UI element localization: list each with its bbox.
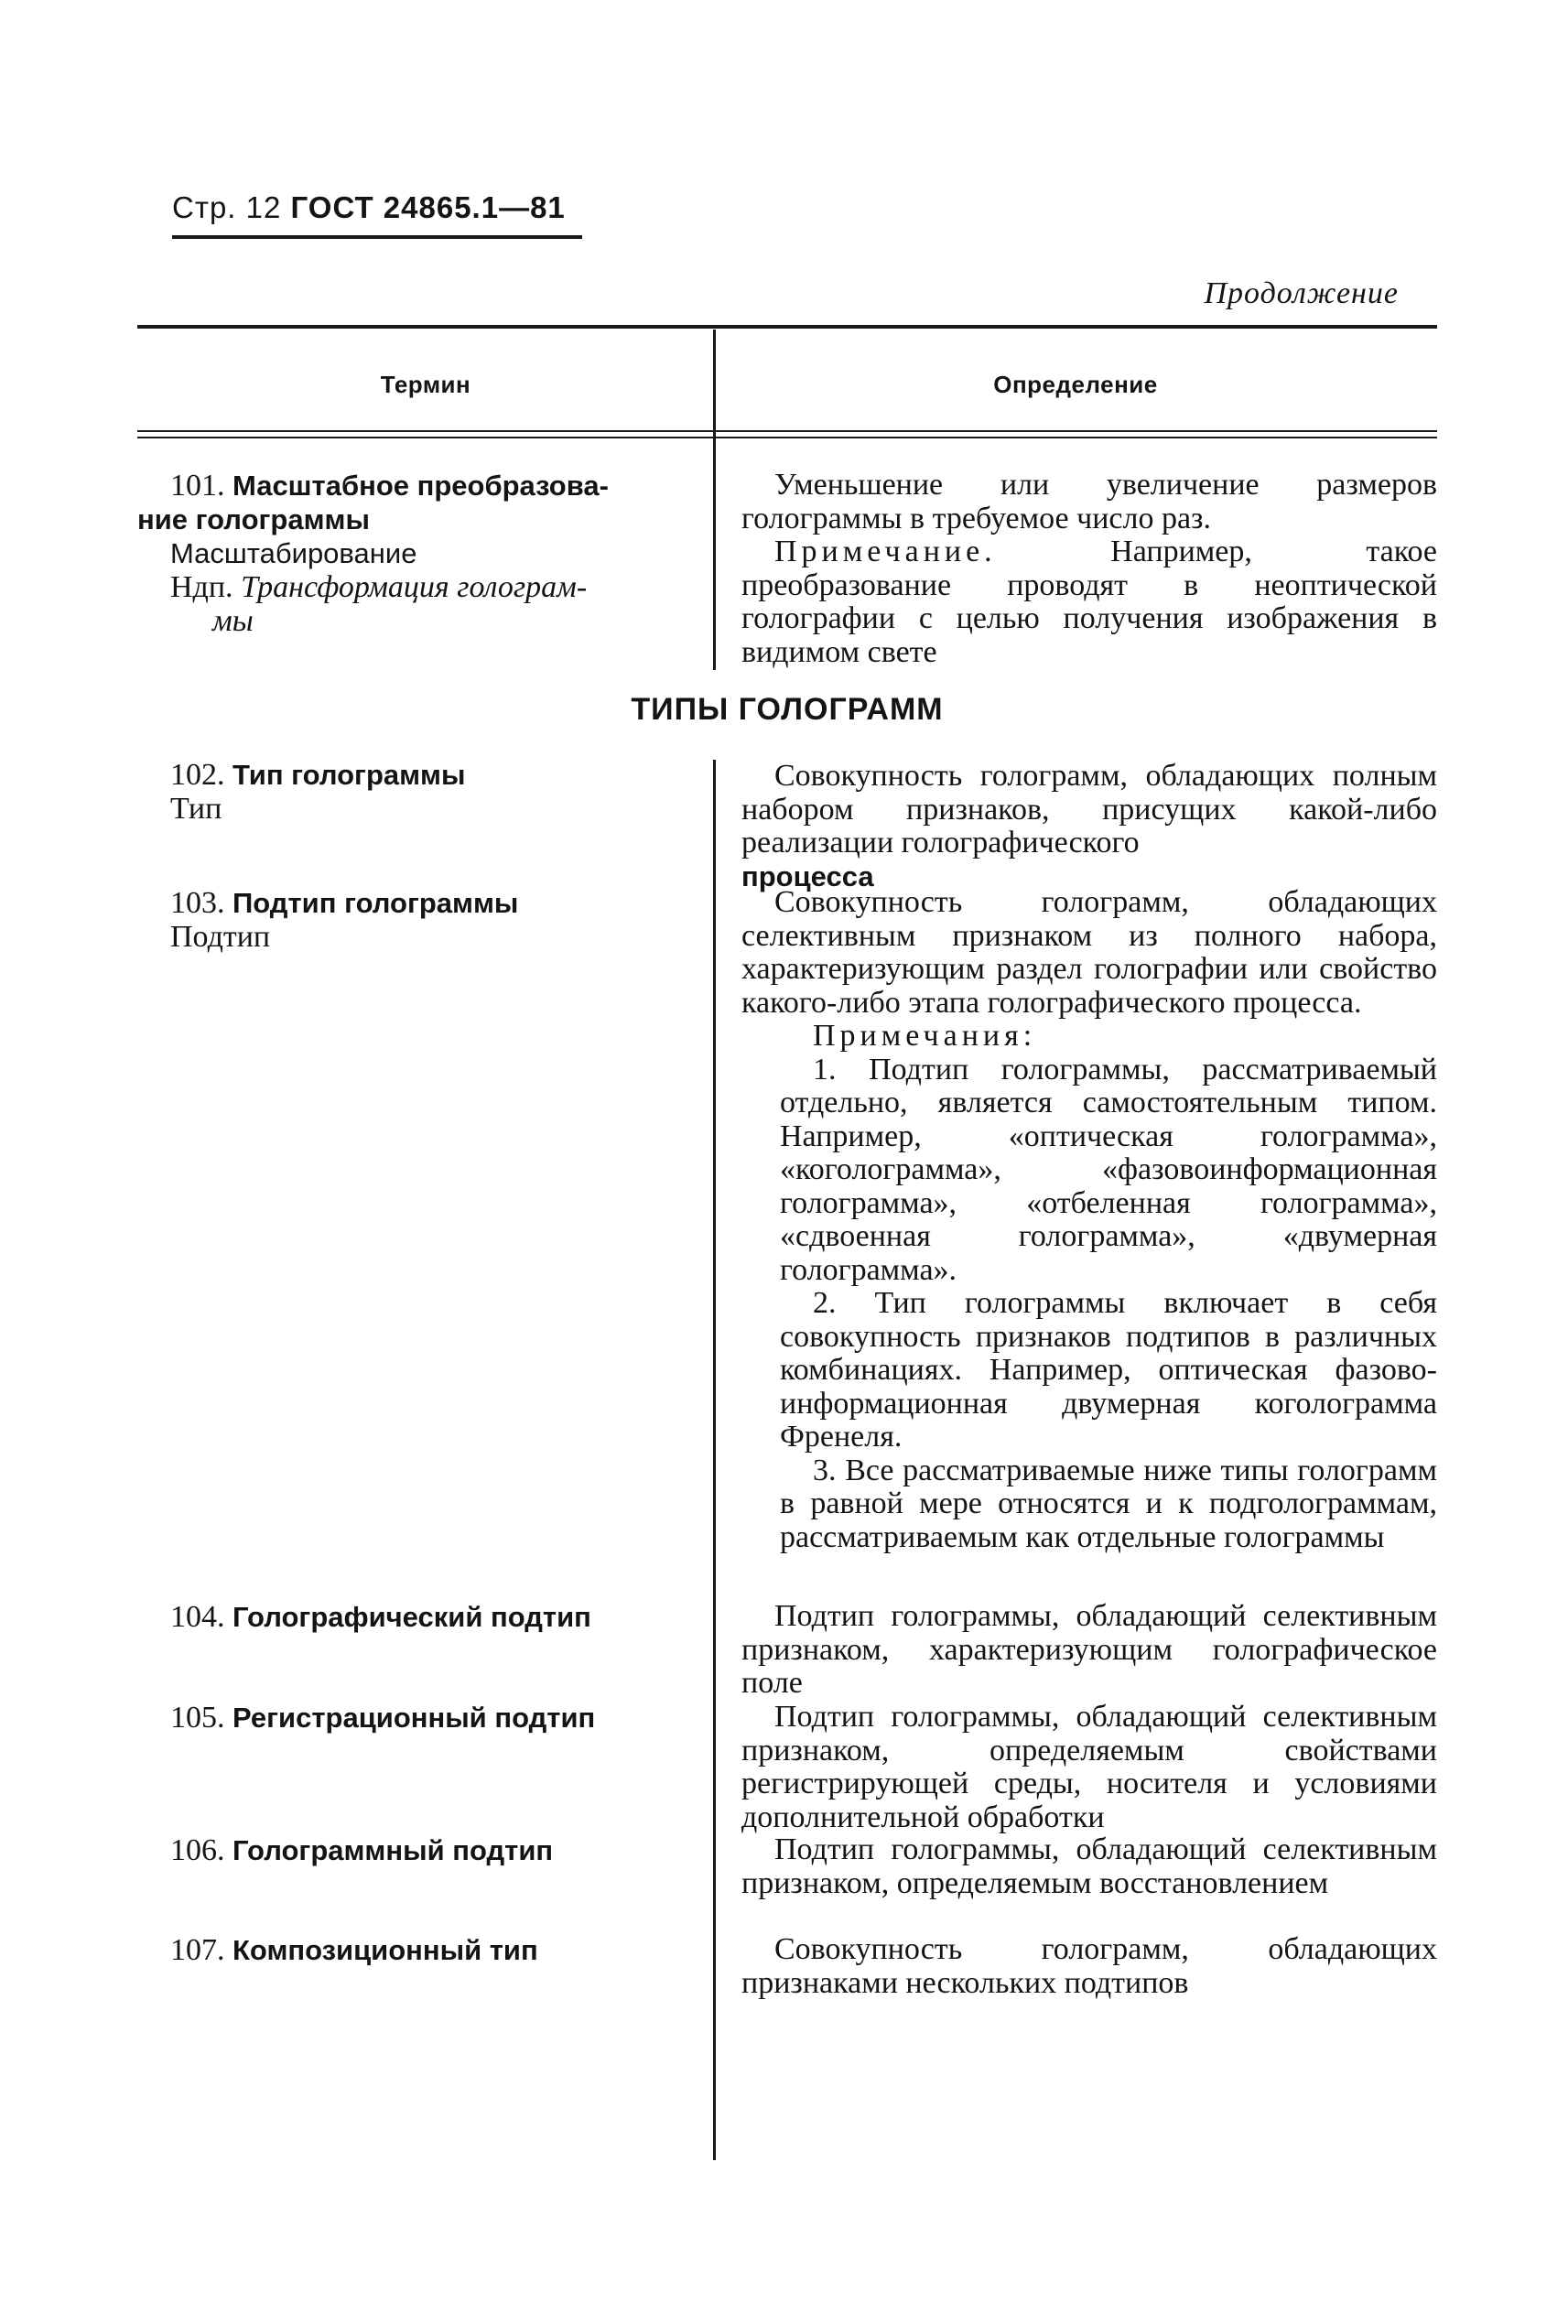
term-103: 103. Подтип голограммы Подтип [170, 886, 701, 954]
term-106: 106. Голограммный подтип [170, 1833, 554, 1867]
synonym-103: Подтип [170, 920, 271, 954]
section-title: ТИПЫ ГОЛОГРАММ [631, 692, 944, 727]
notes-label-103: Примечания: [813, 1019, 1037, 1053]
definition-107: Совокупность голограмм, обладающих признаками нескольких подтипов [741, 1932, 1437, 2000]
term-101: 101. Масштабное преобразова- ние голограммы Масштабирование Ндп. Трансформация голограм- мы [137, 469, 609, 638]
definition-101: Уменьшение или увеличение размеров голограммы в требуемое число раз. Примечание. Например, такое преобразование проводят в неоптической голографии с целью получения изображения в видимом свете [741, 468, 1438, 669]
definition-105: Подтип голограммы, обладающий селективным признаком, определяемым свойствами регистрирующей среды, носителя и условиями дополнительной обработки [741, 1700, 1437, 1834]
definition-104: Подтип голограммы, обладающий селективным признаком, характеризующим голографическое поле [741, 1599, 1437, 1700]
deprecated-term-101: Трансформация голограм- [241, 570, 588, 604]
column-header-definition: Определение [993, 371, 1158, 398]
page-header [172, 190, 566, 225]
term-105: 105. Регистрационный подтип [170, 1701, 596, 1735]
header-rule [172, 235, 582, 239]
column-divider-top [713, 330, 716, 670]
table-head-rule-1 [137, 430, 1437, 432]
term-104: 104. Голографический подтип [170, 1600, 591, 1634]
term-107: 107. Композиционный тип [170, 1933, 538, 1967]
note-103-3: 3. Все рассматриваемые ниже типы голограмм в равной мере относятся и к подголограммам, рассматриваемым как отдельные голограммы [780, 1453, 1437, 1554]
column-divider-main [713, 760, 716, 2160]
table-top-rule [137, 325, 1437, 329]
continuation-label: Продолжение [1204, 276, 1399, 310]
table-head-rule-2 [137, 437, 1437, 438]
synonym-101: Масштабирование [170, 537, 417, 569]
ndp-label: Ндп. [170, 570, 233, 604]
definition-106: Подтип голограммы, обладающий селективным признаком, определяемым восстановлением [741, 1832, 1437, 1900]
document-code: ГОСТ 24865.1—81 [290, 190, 566, 224]
column-header-term: Термин [380, 371, 471, 398]
note-103-2: 2. Тип голограммы включает в себя совокупность признаков подтипов в различных комбинациях. Например, оптическая фазово-информационная двумерная коголограмма Френеля. [780, 1286, 1437, 1454]
page-number: Стр. 12 [172, 190, 282, 224]
note-103-1: 1. Подтип голограммы, рассматриваемый отдельно, является самостоятельным типом. Например, «оптическая голограмма», «коголограмма», «фазовоинформационная голограмма», «отбеленная голограмма», «сдвоенная голограмма», «двумерная голограмма». [780, 1052, 1437, 1287]
definition-103: Совокупность голограмм, обладающих селективным признаком из полного набора, характеризующим раздел голографии или свойство какого-либо этапа голографического процесса. Примечания: 1. Подтип голограммы, рассматриваемый отдельно, является самостоятельным типом. Например, «оптическая голограмма», «коголограмма», «фазовоинформационная голограмма», «отбеленная голограмма», «сдвоенная голограмма», «двумерная голограмма». 2. Тип голограммы включает в себя совокупность признаков подтипов в различных комбинациях. Например, оптическая фазово-информационная двумерная коголограмма Френеля. 3. Все рассматриваемые ниже типы голограмм в равной мере относятся и к подголограммам, рассматриваемым как отдельные голограммы [741, 885, 1437, 1554]
note-label-101: Примечание. [774, 535, 997, 568]
synonym-102: Тип [170, 792, 222, 826]
definition-102: Совокупность голограмм, обладающих полным набором признаков, присущих какой-либо реализации голографического процесса [741, 759, 1437, 892]
notes-103 [741, 1020, 1437, 1554]
term-102: 102. Тип голограммы Тип [170, 758, 701, 826]
